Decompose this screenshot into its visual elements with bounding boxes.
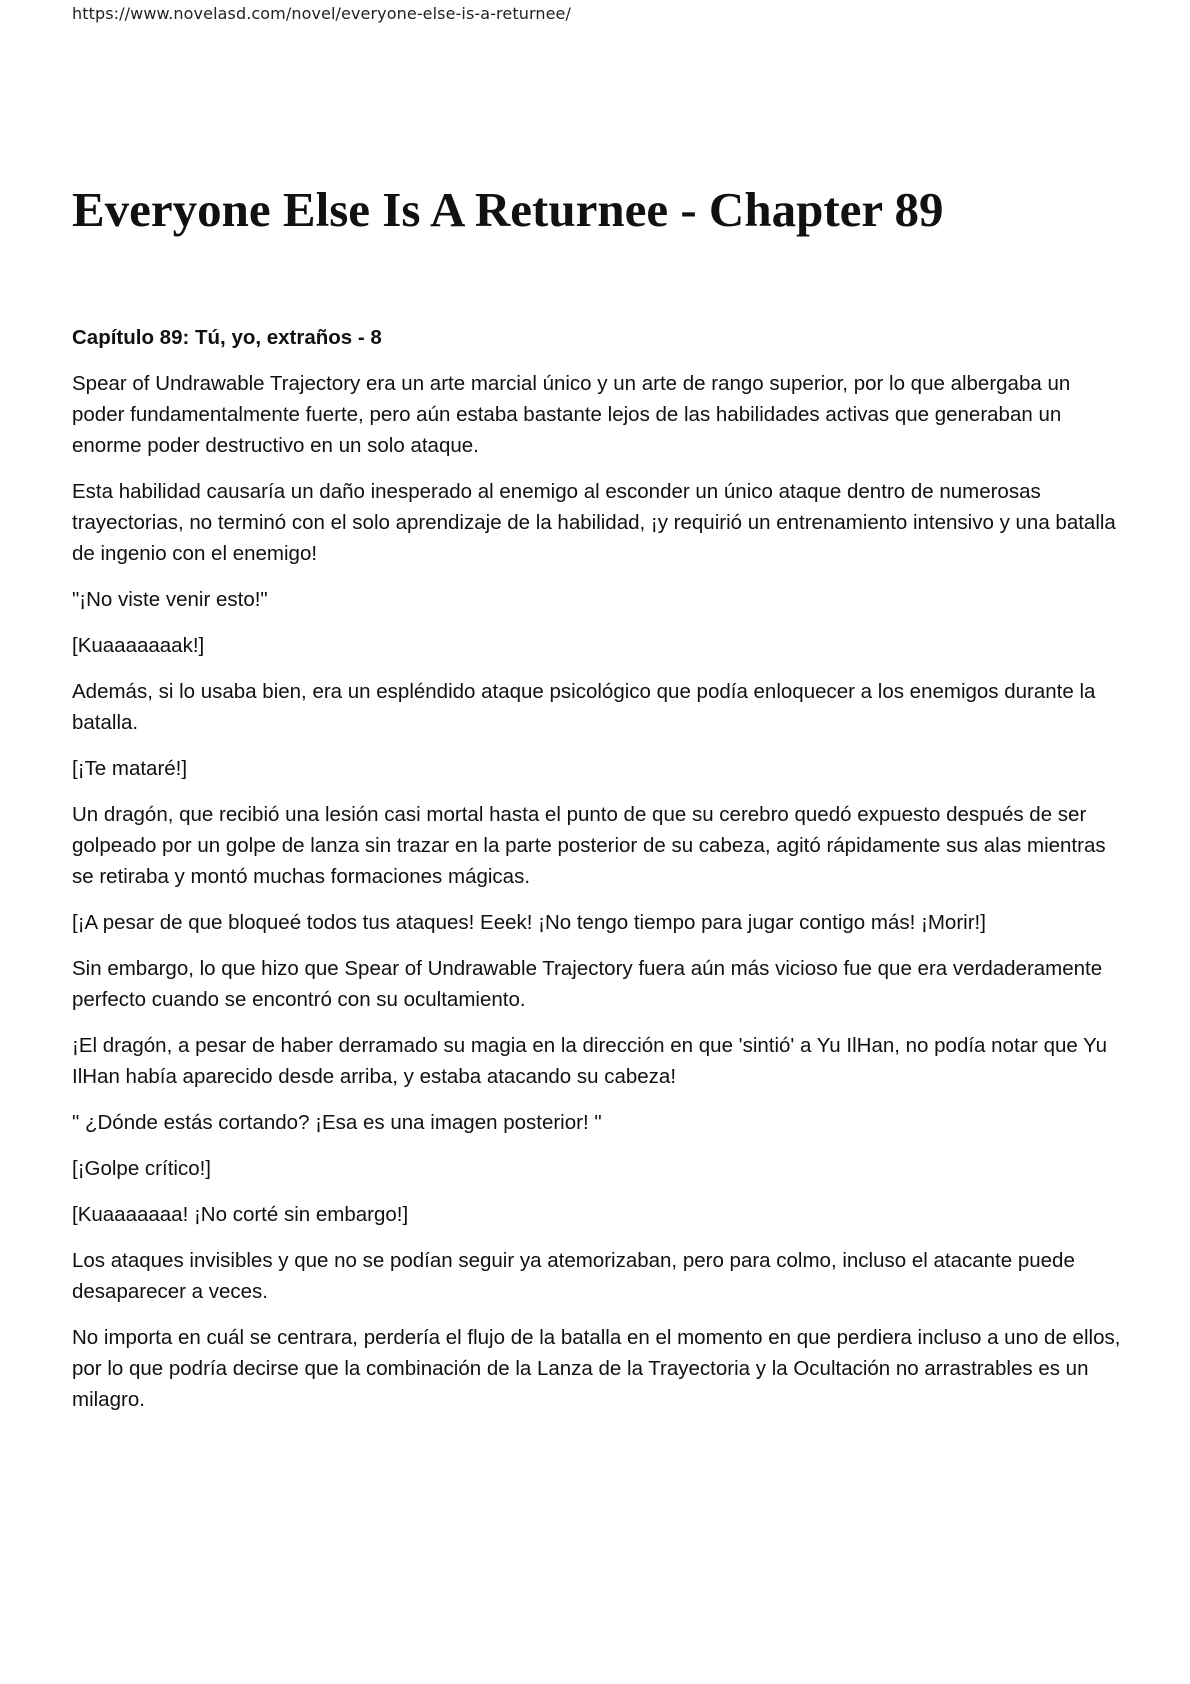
paragraph-14: Los ataques invisibles y que no se podían seguir ya atemorizaban, pero para colmo, incluso el atacante puede desaparecer a veces.	[72, 1249, 1075, 1303]
chapter-content	[72, 322, 1122, 1430]
chapter-subtitle: Capítulo 89: Tú, yo, extraños - 8	[72, 326, 382, 349]
paragraph-12: [¡Golpe crítico!]	[72, 1157, 211, 1180]
paragraph-6: [¡Te mataré!]	[72, 757, 188, 780]
paragraph-3: "¡No viste venir esto!"	[72, 588, 268, 611]
page-title: Everyone Else Is A Returnee - Chapter 89	[72, 182, 944, 237]
paragraph-11: " ¿Dónde estás cortando? ¡Esa es una imagen posterior! "	[72, 1111, 602, 1134]
paragraph-5: Además, si lo usaba bien, era un espléndido ataque psicológico que podía enloquecer a los enemigos durante la batalla.	[72, 680, 1096, 734]
paragraph-13: [Kuaaaaaaa! ¡No corté sin embargo!]	[72, 1203, 409, 1226]
paragraph-2: Esta habilidad causaría un daño inesperado al enemigo al esconder un único ataque dentro de numerosas trayectorias, no terminó con el solo aprendizaje de la habilidad, ¡y requirió un entrenamiento intensivo y una batalla de ingenio con el enemigo!	[72, 480, 1116, 565]
paragraph-15: No importa en cuál se centrara, perdería el flujo de la batalla en el momento en que perdiera incluso a uno de ellos, por lo que podría decirse que la combinación de la Lanza de la Trayectoria y la Ocultación no arrastrables es un milagro.	[72, 1326, 1121, 1411]
paragraph-1: Spear of Undrawable Trajectory era un arte marcial único y un arte de rango superior, por lo que albergaba un poder fundamentalmente fuerte, pero aún estaba bastante lejos de las habilidades activas que generaban un enorme poder destructivo en un solo ataque.	[72, 372, 1071, 457]
paragraph-9: Sin embargo, lo que hizo que Spear of Undrawable Trajectory fuera aún más vicioso fue que era verdaderamente perfecto cuando se encontró con su ocultamiento.	[72, 957, 1103, 1011]
page-url: https://www.novelasd.com/novel/everyone-else-is-a-returnee/	[72, 4, 571, 23]
paragraph-10: ¡El dragón, a pesar de haber derramado su magia en la dirección en que 'sintió' a Yu IlHan, no podía notar que Yu IlHan había aparecido desde arriba, y estaba atacando su cabeza!	[72, 1034, 1108, 1088]
paragraph-7: Un dragón, que recibió una lesión casi mortal hasta el punto de que su cerebro quedó expuesto después de ser golpeado por un golpe de lanza sin trazar en la parte posterior de su cabeza, agitó rápidamente sus alas mientras se retiraba y montó muchas formaciones mágicas.	[72, 803, 1106, 888]
paragraph-4: [Kuaaaaaaak!]	[72, 634, 205, 657]
paragraph-8: [¡A pesar de que bloqueé todos tus ataques! Eeek! ¡No tengo tiempo para jugar contigo más! ¡Morir!]	[72, 911, 986, 934]
